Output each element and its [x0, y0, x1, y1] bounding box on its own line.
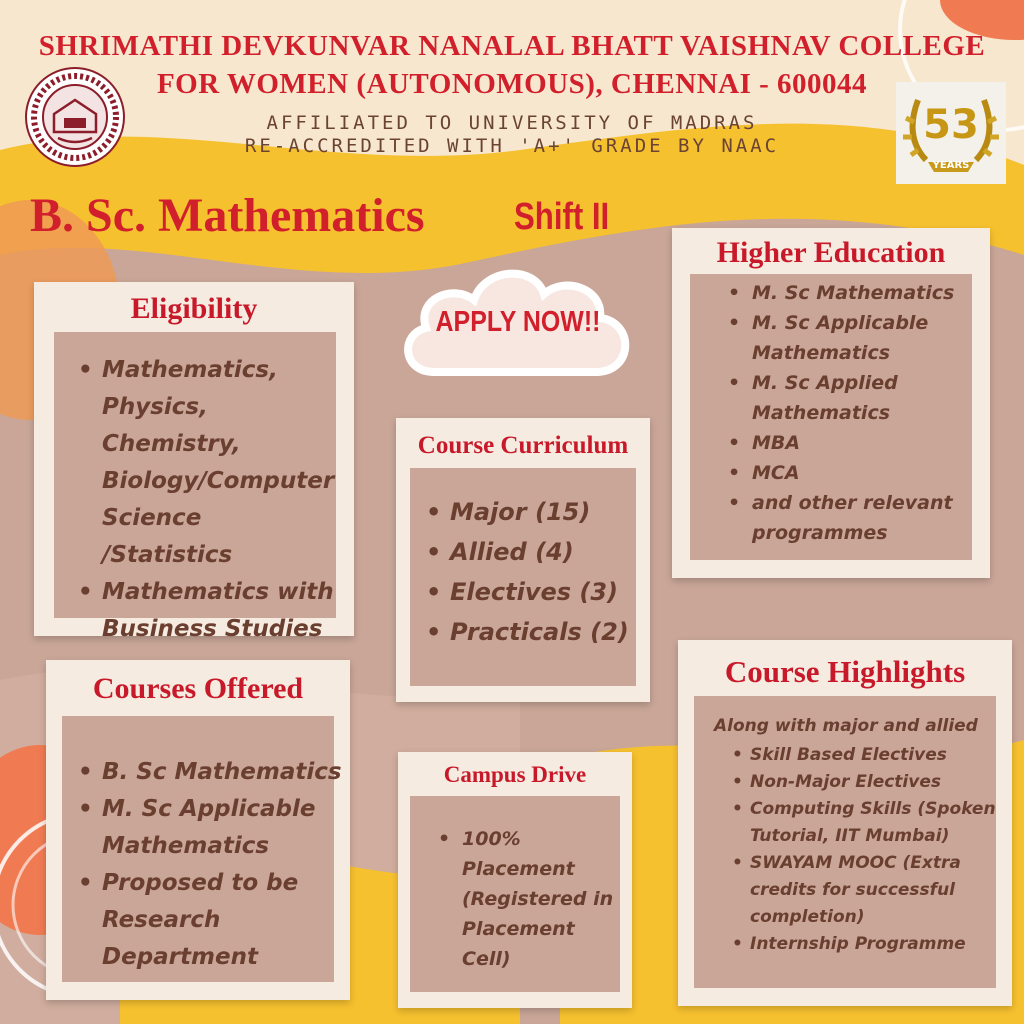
- list-item: • Practicals (2): [426, 612, 646, 652]
- anniversary-badge: [896, 82, 1006, 184]
- course-curriculum-heading: Course Curriculum: [417, 432, 629, 459]
- course-highlights-heading: Course Highlights: [724, 654, 966, 689]
- college-name-line2: FOR WOMEN (AUTONOMOUS), CHENNAI - 600044: [156, 68, 868, 100]
- eligibility-card: [34, 282, 354, 642]
- list-item: • M. Sc Applicable Mathematics: [728, 308, 958, 368]
- college-logo-icon: [24, 66, 126, 168]
- courses-offered-heading: Courses Offered: [92, 672, 304, 705]
- list-item: • and other relevant programmes: [728, 488, 958, 548]
- anniversary-label: YEARS: [932, 160, 970, 171]
- list-item: • Major (15): [426, 492, 646, 532]
- course-highlights-card: [678, 640, 1012, 1006]
- list-item: • Mathematics, Physics, Chemistry, Biology/Computer Science /Statistics: [78, 352, 334, 574]
- list-item: • M. Sc Applied Mathematics: [728, 368, 958, 428]
- list-item: • Proposed to be Research Department: [78, 865, 344, 976]
- apply-now-button[interactable]: APPLY NOW!!: [435, 306, 601, 338]
- program-shift: Shift II: [514, 196, 610, 238]
- affiliation-line2: RE-ACCREDITED WITH 'A+' GRADE BY NAAC: [244, 135, 780, 157]
- program-title: B. Sc. Mathematics: [30, 189, 425, 242]
- campus-drive-list: [438, 824, 614, 974]
- courses-offered-card: [46, 660, 350, 1000]
- list-item: • MBA: [728, 428, 958, 458]
- list-item: • Electives (3): [426, 572, 646, 612]
- list-item: • B. Sc Mathematics: [78, 754, 344, 791]
- affiliation-line1: AFFILIATED TO UNIVERSITY OF MADRAS: [266, 112, 758, 134]
- list-item: • Computing Skills (Spoken Tutorial, IIT Mumbai): [732, 796, 1000, 850]
- anniversary-number: 53: [923, 102, 979, 148]
- eligibility-heading: Eligibility: [130, 292, 258, 325]
- courses-offered-list: [78, 754, 344, 976]
- course-curriculum-card: [396, 418, 650, 702]
- higher-education-card: [672, 228, 990, 578]
- college-name-line1: SHRIMATHI DEVKUNVAR NANALAL BHATT VAISHNAV COLLEGE: [38, 30, 986, 62]
- list-item: • Internship Programme: [732, 931, 1000, 958]
- list-item: • M. Sc Applicable Mathematics: [78, 791, 344, 865]
- course-highlights-list: [732, 742, 1000, 958]
- course-curriculum-list: [426, 492, 646, 652]
- eligibility-list: [78, 352, 334, 648]
- list-item: • SWAYAM MOOC (Extra credits for successful completion): [732, 850, 1000, 931]
- campus-drive-card: [398, 752, 632, 1008]
- campus-drive-heading: Campus Drive: [443, 762, 587, 787]
- list-item: • Mathematics with Business Studies: [78, 574, 334, 648]
- higher-education-list: [728, 278, 958, 548]
- list-item: • MCA: [728, 458, 958, 488]
- course-highlights-intro: Along with major and allied: [714, 716, 978, 736]
- list-item: • Allied (4): [426, 532, 646, 572]
- list-item: • M. Sc Mathematics: [728, 278, 958, 308]
- list-item: • 100% Placement (Registered in Placement Cell): [438, 824, 614, 974]
- list-item: • Skill Based Electives: [732, 742, 1000, 769]
- higher-education-heading: Higher Education: [716, 236, 946, 269]
- list-item: • Non-Major Electives: [732, 769, 1000, 796]
